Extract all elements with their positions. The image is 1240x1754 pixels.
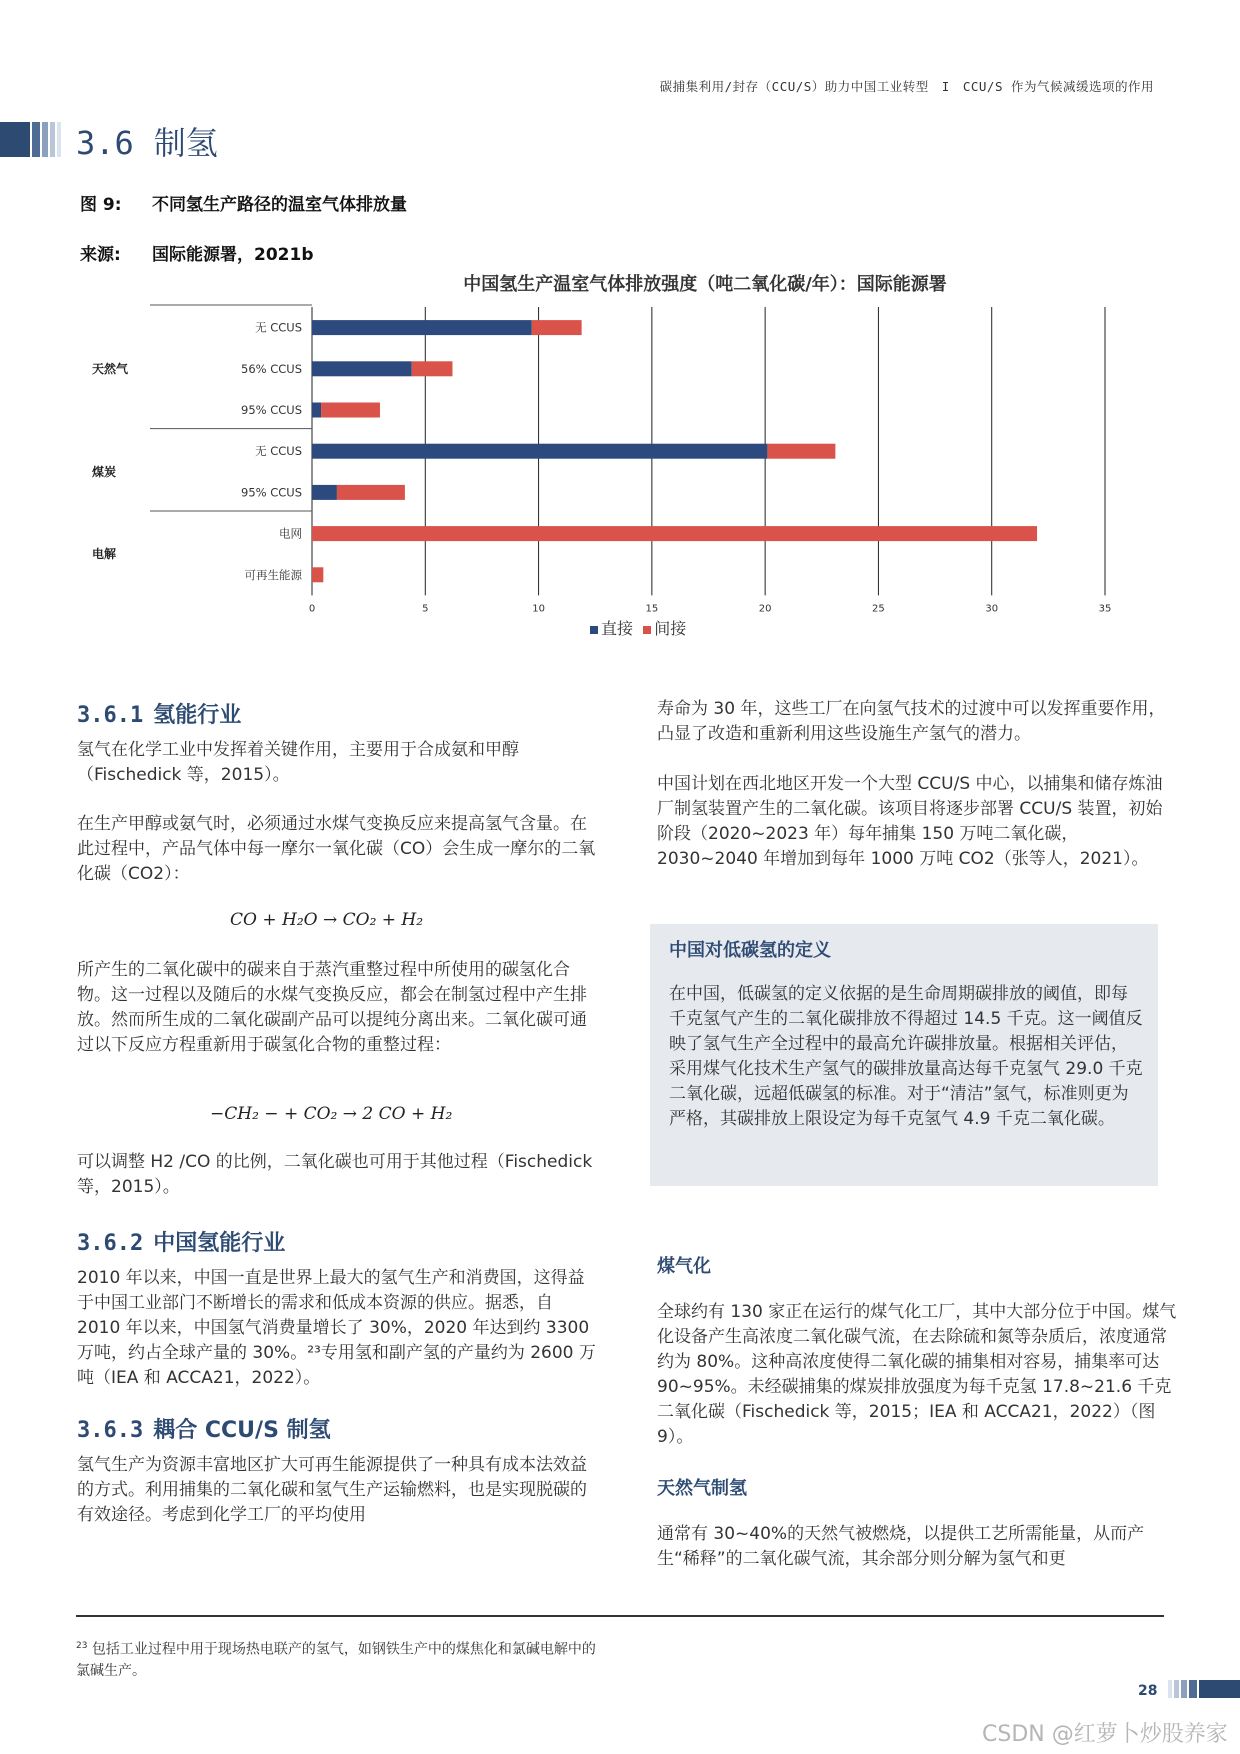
x-tick-label: 30 — [985, 603, 999, 615]
running-header: 碳捕集利用/封存（CCU/S）助力中国工业转型 I CCU/S 作为气候减缓选项的作用 — [659, 79, 1154, 94]
category-label: 电网 — [279, 526, 302, 541]
bar-direct — [312, 361, 412, 376]
section-title — [76, 118, 218, 164]
legend-swatch-direct — [590, 626, 598, 634]
footnote-rule — [76, 1615, 1164, 1617]
page-bar-decoration — [1168, 1680, 1240, 1698]
info-box-low-carbon-hydrogen — [650, 924, 1158, 1186]
bar-direct — [312, 444, 767, 459]
heading-3-6-3 — [77, 1413, 331, 1444]
page-number: 28 — [1138, 1683, 1158, 1699]
legend-label-direct: 直接 — [601, 619, 634, 638]
watermark: CSDN @红萝卜炒股养家 — [982, 1722, 1228, 1747]
x-tick-label: 0 — [308, 603, 316, 615]
x-tick-label: 10 — [532, 603, 545, 615]
x-tick-label: 20 — [758, 603, 772, 615]
group-label: 电解 — [92, 547, 117, 562]
heading-number: 3.6.1 — [77, 703, 144, 728]
bar-direct — [312, 320, 532, 335]
figure-caption — [80, 190, 407, 215]
category-label: 56% CCUS — [241, 361, 302, 376]
legend-label-indirect: 间接 — [654, 619, 687, 638]
subheading-coal-gasification: 煤气化 — [657, 1256, 711, 1277]
section-title-text: 制氢 — [153, 124, 218, 162]
category-label: 无 CCUS — [255, 444, 302, 459]
paragraph: 全球约有 130 家正在运行的煤气化工厂，其中大部分位于中国。煤气化设备产生高浓度二氧化碳气流，在去除硫和氮等杂质后，浓度通常约为 80%。这种高浓度使得二氧化碳的捕集相对容易，捕集率可达 90~95%。未经碳捕集的煤炭排放强度为每千克氢 17.8~21.6 千克二氧化碳（Fischedick 等，2015；IEA 和 ACCA21，2022）（图 9）。 — [657, 1302, 1177, 1447]
figure-source-key: 来源: — [80, 245, 121, 265]
x-tick-label: 25 — [872, 603, 885, 615]
figure-source — [80, 240, 313, 265]
legend-swatch-indirect — [643, 626, 651, 634]
x-tick-label: 35 — [1098, 603, 1112, 615]
figure-source-text: 国际能源署，2021b — [152, 245, 314, 265]
equation-reforming: −CH₂ − + CO₂ → 2 CO + H₂ — [210, 1104, 453, 1124]
heading-number: 3.6.3 — [77, 1418, 144, 1443]
paragraph: 氢气在化学工业中发挥着关键作用，主要用于合成氨和甲醇（Fischedick 等，2015）。 — [77, 740, 519, 785]
paragraph: 中国计划在西北地区开发一个大型 CCU/S 中心，以捕集和储存炼油厂制氢装置产生的二氧化碳。该项目将逐步部署 CCU/S 装置，初始阶段（2020~2023 年）每年捕集 150 万吨二氧化碳， 2030~2040 年增加到每年 1000 万吨 CO2（张等人，2021）。 — [657, 774, 1163, 869]
heading-3-6-2 — [77, 1226, 285, 1257]
info-box-text: 在中国，低碳氢的定义依据的是生命周期碳排放的阈值，即每千克氢气产生的二氧化碳排放不得超过 14.5 千克。这一阈值反映了氢气生产全过程中的最高允许碳排放量。根据相关评估，采用煤气化技术生产氢气的碳排放量高达每千克氢气 29.0 千克二氧化碳，远超低碳氢的标准。对于“清洁”氢气，标准则更为严格，其碳排放上限设定为每千克氢气 4.9 千克二氧化碳。 — [669, 984, 1143, 1129]
footnote — [76, 1636, 596, 1682]
paragraph: 可以调整 H2 /CO 的比例，二氧化碳也可用于其他过程（Fischedick 等，2015）。 — [77, 1152, 593, 1197]
bar-indirect — [532, 320, 582, 335]
category-label: 95% CCUS — [241, 403, 302, 417]
heading-text: 中国氢能行业 — [153, 1231, 286, 1256]
paragraph: 寿命为 30 年，这些工厂在向氢气技术的过渡中可以发挥重要作用，凸显了改造和重新利用这些设施生产氢气的潜力。 — [657, 699, 1166, 744]
figure-label-key: 图 9: — [80, 195, 122, 215]
info-box-title: 中国对低碳氢的定义 — [669, 940, 831, 961]
heading-3-6-1 — [77, 698, 241, 729]
equation-water-gas-shift: CO + H₂O → CO₂ + H₂ — [230, 910, 424, 930]
subheading-natural-gas: 天然气制氢 — [657, 1478, 747, 1499]
chart-title: 中国氢生产温室气体排放强度（吨二氧化碳/年）：国际能源署 — [463, 274, 947, 295]
x-tick-label: 5 — [422, 603, 429, 615]
section-number: 3.6 — [76, 124, 134, 162]
group-label: 天然气 — [92, 361, 129, 376]
group-label: 煤炭 — [92, 464, 117, 479]
bar-indirect — [312, 526, 1037, 541]
bar-indirect — [337, 485, 405, 500]
paragraph: 在生产甲醇或氨气时，必须通过水煤气变换反应来提高氢气含量。在此过程中，产品气体中每一摩尔一氧化碳（CO）会生成一摩尔的二氧化碳（CO2）： — [77, 814, 596, 884]
heading-text: 耦合 CCU/S 制氢 — [153, 1418, 331, 1443]
section-bar-decoration — [0, 122, 64, 157]
paragraph: 所产生的二氧化碳中的碳来自于蒸汽重整过程中所使用的碳氢化合物。这一过程以及随后的水煤气变换反应，都会在制氢过程中产生排放。然而所生成的二氧化碳副产品可以提纯分离出来。二氧化碳可通过以下反应方程重新用于碳氢化合物的重整过程： — [77, 960, 587, 1055]
bar-indirect — [321, 403, 380, 418]
footnote-mark: 23 — [76, 1641, 88, 1651]
bar-indirect — [312, 567, 323, 582]
bar-direct — [312, 485, 337, 500]
bar-indirect — [412, 361, 453, 376]
bar-indirect — [767, 444, 835, 459]
paragraph: 氢气生产为资源丰富地区扩大可再生能源提供了一种具有成本法效益的方式。利用捕集的二氧化碳和氢气生产运输燃料，也是实现脱碳的有效途径。考虑到化学工厂的平均使用 — [77, 1455, 587, 1525]
emissions-bar-chart — [0, 295, 1240, 615]
paragraph: 通常有 30~40%的天然气被燃烧，以提供工艺所需能量，从而产生“稀释”的二氧化碳气流，其余部分则分解为氢气和更 — [657, 1524, 1145, 1569]
category-label: 可再生能源 — [244, 567, 302, 582]
heading-number: 3.6.2 — [77, 1231, 144, 1256]
figure-label-text: 不同氢生产路径的温室气体排放量 — [152, 195, 407, 215]
paragraph: 2010 年以来，中国一直是世界上最大的氢气生产和消费国，这得益于中国工业部门不断增长的需求和低成本资源的供应。据悉，自 2010 年以来，中国氢气消费量增长了 30%，2020 年达到约 3300 万吨，约占全球产量的 30%。²³专用氢和副产氢的产量约为 2600 万吨（IEA 和 ACCA21，2022）。 — [77, 1268, 596, 1388]
chart-legend — [590, 616, 686, 639]
footnote-text: 包括工业过程中用于现场热电联产的氢气，如钢铁生产中的煤焦化和氯碱电解中的氯碱生产。 — [76, 1641, 596, 1679]
x-tick-label: 15 — [645, 603, 659, 615]
heading-text: 氢能行业 — [153, 703, 242, 728]
bar-direct — [312, 403, 321, 418]
category-label: 无 CCUS — [255, 320, 302, 335]
category-label: 95% CCUS — [241, 485, 302, 500]
